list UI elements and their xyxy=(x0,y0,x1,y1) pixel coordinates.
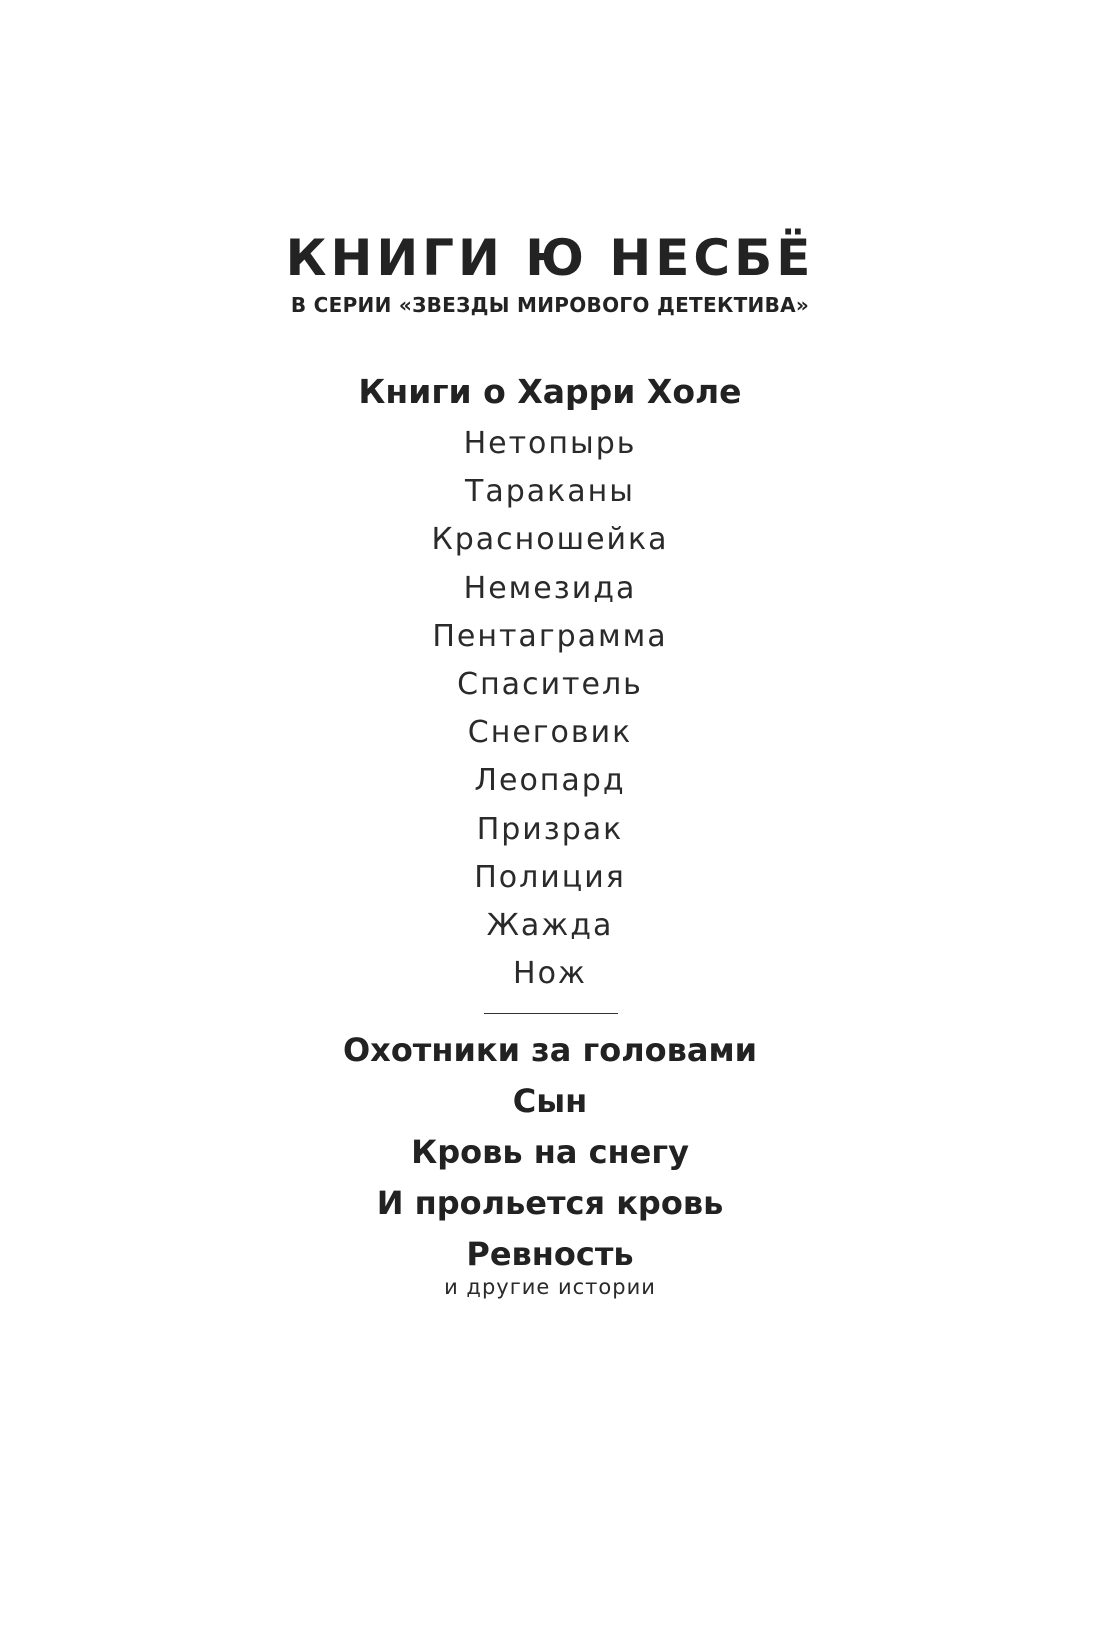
series-subtitle: В СЕРИИ «ЗВЕЗДЫ МИРОВОГО ДЕТЕКТИВА» xyxy=(290,293,810,317)
harry-hole-heading: Книги о Харри Холе xyxy=(358,372,742,411)
standalone-book-title: Охотники за головами xyxy=(342,1031,758,1069)
section-divider xyxy=(484,1013,618,1014)
book-title: Нож xyxy=(513,956,587,992)
book-title: Спаситель xyxy=(457,666,643,702)
book-title: Нетопырь xyxy=(463,426,637,461)
standalone-book-title: Сын xyxy=(512,1082,588,1120)
standalone-book-list xyxy=(0,1025,1100,1280)
book-title: Тараканы xyxy=(465,474,635,510)
standalone-book-title: И прольется кровь xyxy=(376,1184,724,1222)
book-title: Немезида xyxy=(463,570,637,606)
page-title: КНИГИ Ю НЕСБЁ xyxy=(285,229,815,287)
book-subtitle-note: и другие истории xyxy=(444,1275,656,1299)
book-title: Пентаграмма xyxy=(432,618,668,654)
harry-hole-book-list xyxy=(0,420,1100,998)
book-title: Жажда xyxy=(486,907,614,943)
standalone-book-title: Ревность xyxy=(466,1235,634,1273)
book-title: Леопард xyxy=(474,763,626,799)
book-title: Красношейка xyxy=(431,522,669,558)
book-title: Полиция xyxy=(474,859,626,895)
standalone-book-title: Кровь на снегу xyxy=(411,1133,689,1171)
book-title: Призрак xyxy=(476,811,624,847)
book-title: Снеговик xyxy=(467,715,633,751)
